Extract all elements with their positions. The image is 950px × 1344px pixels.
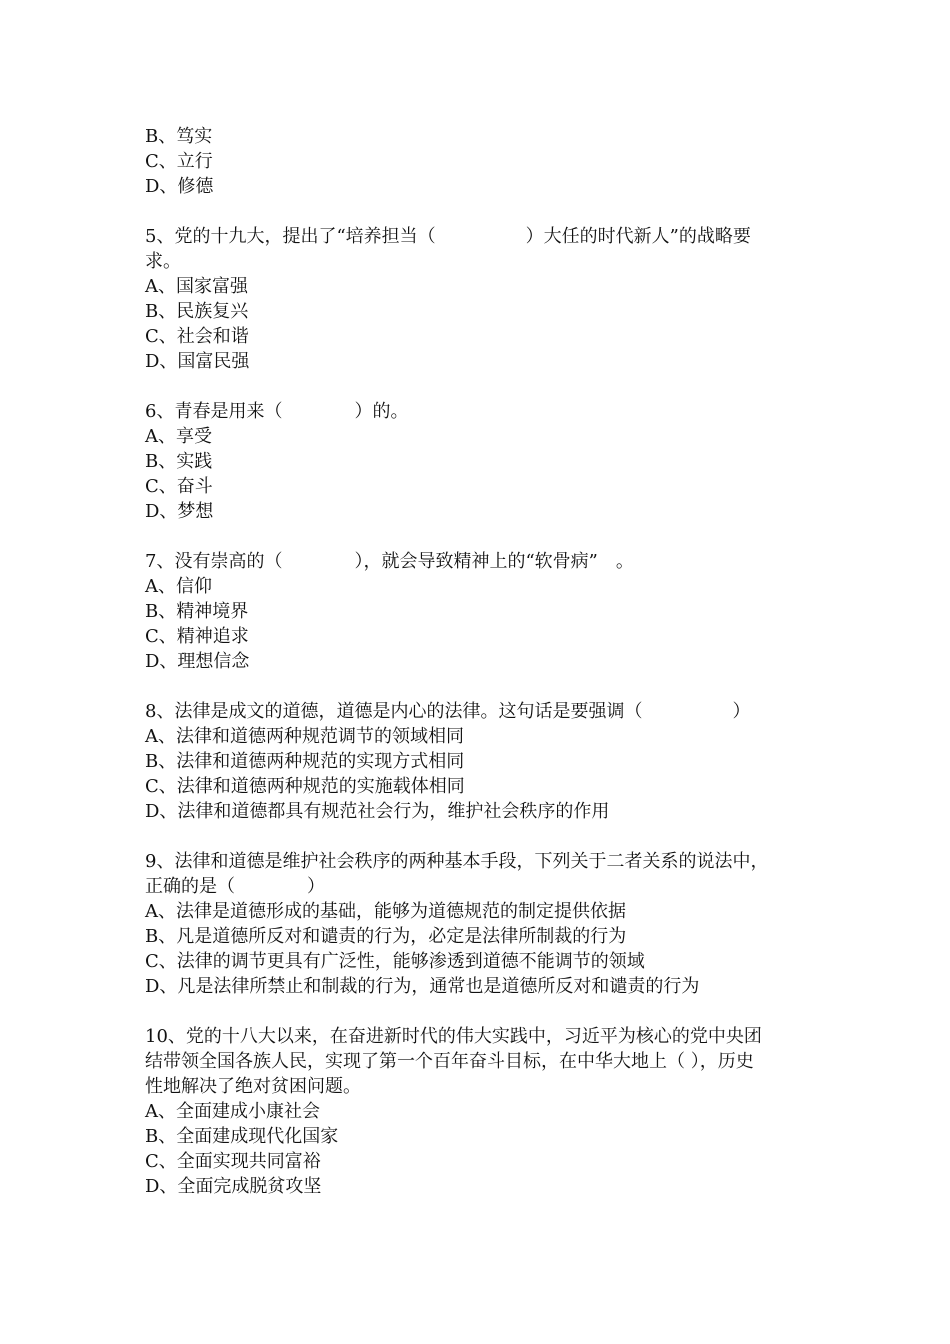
option-b: B、全面建成现代化国家	[145, 1126, 339, 1147]
option-a: A、法律是道德形成的基础，能够为道德规范的制定提供依据	[145, 901, 626, 922]
option-d: D、修德	[145, 176, 214, 197]
question-9	[145, 849, 815, 999]
option-c: C、立行	[145, 151, 213, 172]
spacer	[145, 674, 815, 699]
option-d: D、法律和道德都具有规范社会行为，维护社会秩序的作用	[145, 801, 610, 822]
option-c: C、全面实现共同富裕	[145, 1151, 321, 1172]
spacer	[145, 524, 815, 549]
option-a: A、国家富强	[145, 276, 248, 297]
option-a: A、法律和道德两种规范调节的领域相同	[145, 726, 464, 747]
question-10	[145, 1024, 815, 1199]
question-4-options	[145, 124, 815, 199]
option-c: C、社会和谐	[145, 326, 249, 347]
option-b: B、笃实	[145, 126, 213, 147]
question-stem: 6、青春是用来（ ）的。	[145, 401, 409, 422]
question-8	[145, 699, 815, 824]
option-b: B、民族复兴	[145, 301, 249, 322]
question-stem: 正确的是（ ）	[145, 876, 325, 897]
option-b: B、精神境界	[145, 601, 249, 622]
option-d: D、理想信念	[145, 651, 250, 672]
question-stem: 结带领全国各族人民，实现了第一个百年奋斗目标，在中华大地上（ ），历史	[145, 1051, 754, 1072]
option-d: D、梦想	[145, 501, 214, 522]
question-7	[145, 549, 815, 674]
option-a: A、信仰	[145, 576, 212, 597]
option-b: B、凡是道德所反对和谴责的行为，必定是法律所制裁的行为	[145, 926, 627, 947]
spacer	[145, 374, 815, 399]
option-d: D、凡是法律所禁止和制裁的行为，通常也是道德所反对和谴责的行为	[145, 976, 700, 997]
option-a: A、享受	[145, 426, 212, 447]
question-5	[145, 224, 815, 374]
question-stem: 10、党的十八大以来，在奋进新时代的伟大实践中，习近平为核心的党中央团	[145, 1026, 762, 1047]
option-b: B、实践	[145, 451, 213, 472]
option-b: B、法律和道德两种规范的实现方式相同	[145, 751, 465, 772]
option-c: C、精神追求	[145, 626, 249, 647]
question-stem: 7、没有崇高的（ ），就会导致精神上的“软骨病” 。	[145, 551, 634, 572]
option-c: C、法律的调节更具有广泛性，能够渗透到道德不能调节的领域	[145, 951, 645, 972]
option-d: D、全面完成脱贫攻坚	[145, 1176, 322, 1197]
option-a: A、全面建成小康社会	[145, 1101, 320, 1122]
spacer	[145, 824, 815, 849]
question-stem: 性地解决了绝对贫困问题。	[145, 1076, 361, 1097]
option-d: D、国富民强	[145, 351, 250, 372]
option-c: C、法律和道德两种规范的实施载体相同	[145, 776, 465, 797]
spacer	[145, 199, 815, 224]
spacer	[145, 999, 815, 1024]
document-page	[145, 124, 815, 1199]
question-stem: 8、法律是成文的道德，道德是内心的法律。这句话是要强调（ ）	[145, 701, 751, 722]
question-stem: 9、法律和道德是维护社会秩序的两种基本手段，下列关于二者关系的说法中，	[145, 851, 769, 872]
question-stem: 5、党的十九大，提出了“培养担当（ ）大任的时代新人”的战略要	[145, 226, 751, 247]
question-stem: 求。	[145, 251, 181, 272]
option-c: C、奋斗	[145, 476, 213, 497]
question-6	[145, 399, 815, 524]
